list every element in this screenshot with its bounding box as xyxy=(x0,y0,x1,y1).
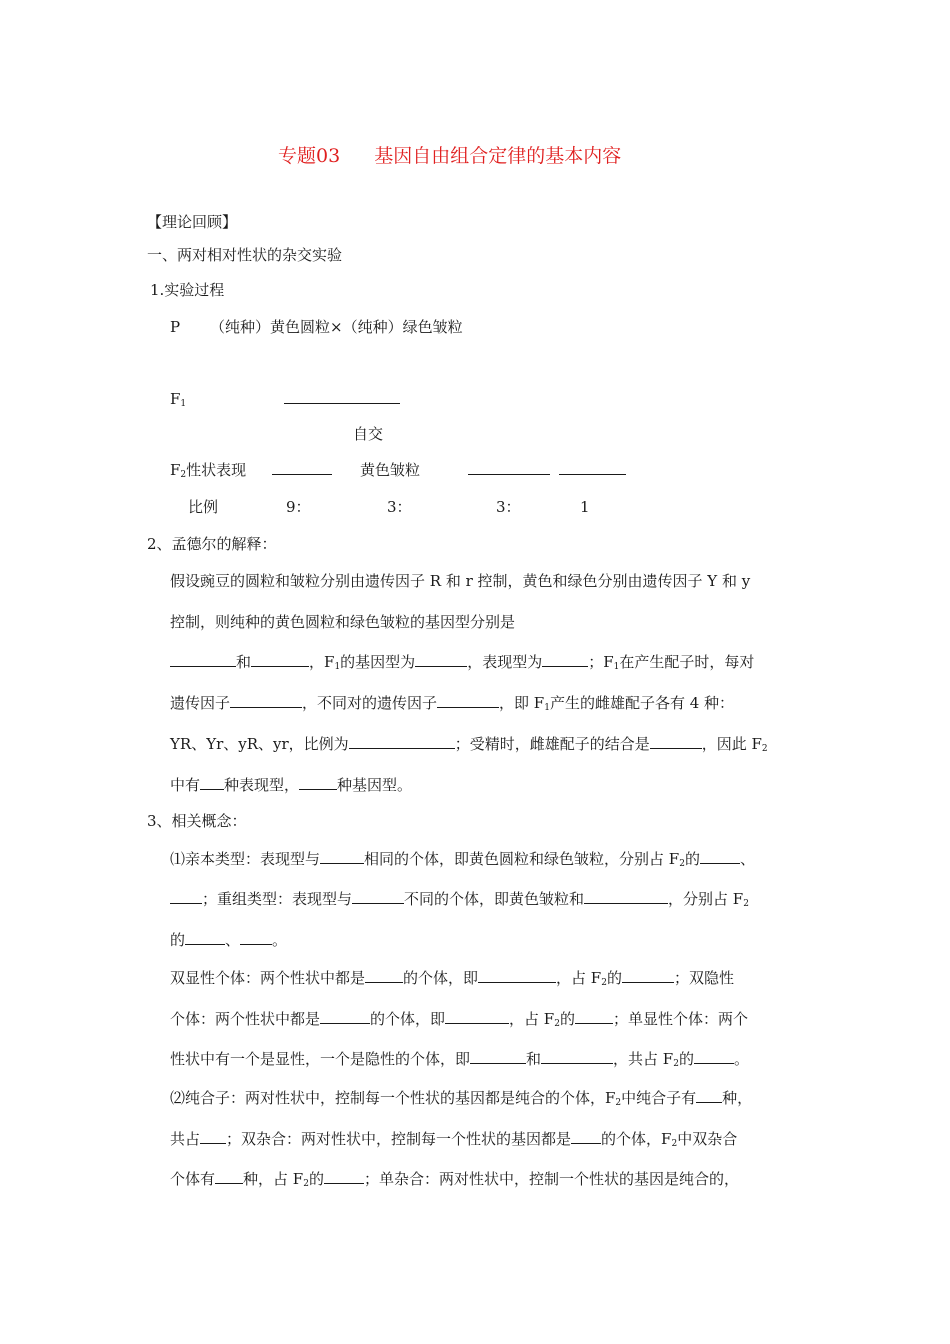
answer-blank[interactable] xyxy=(696,1088,722,1103)
section-header: 【理论回顾】 xyxy=(147,213,238,231)
title-main: 基因自由组合定律的基本内容 xyxy=(374,145,622,167)
answer-blank[interactable] xyxy=(584,889,668,904)
p-cross: （纯种）黄色圆粒×（纯种）绿色皱粒 xyxy=(210,318,463,336)
answer-blank[interactable] xyxy=(541,1049,613,1064)
answer-blank[interactable] xyxy=(320,1009,370,1024)
ratio-value: 1 xyxy=(580,498,590,516)
answer-blank[interactable] xyxy=(365,968,403,983)
text-line: ⑴亲本类型：表现型与 相同的个体，即黄色圆粒和绿色皱粒，分别占 $F_2$的 、 xyxy=(170,850,755,869)
text-line: 性状中有一个是显性，一个是隐性的个体，即 和 ，共占 $F_2$的 。 xyxy=(170,1050,749,1069)
answer-blank[interactable] xyxy=(478,968,556,983)
answer-blank[interactable] xyxy=(352,889,404,904)
answer-blank[interactable] xyxy=(240,930,272,945)
text-line: 的 、 。 xyxy=(170,931,288,949)
part3-heading: 3、相关概念： xyxy=(147,812,247,830)
f1-label: $F_1$ xyxy=(170,390,187,409)
text-line: ⑵纯合子：两对性状中，控制每一个性状的基因都是纯合的个体，$F_2$中纯合子有 种， xyxy=(170,1089,753,1108)
text-line: YR、Yr、yR、yr，比例为 ；受精时，雌雄配子的结合是 ，因此 $F_2$ xyxy=(170,735,768,754)
answer-blank[interactable] xyxy=(700,849,740,864)
part2-heading: 2、孟德尔的解释： xyxy=(147,535,277,553)
answer-blank[interactable] xyxy=(170,652,236,667)
answer-blank[interactable] xyxy=(437,693,499,708)
answer-blank[interactable] xyxy=(650,734,702,749)
answer-blank[interactable] xyxy=(575,1009,613,1024)
f2-yellow-wrinkled: 黄色皱粒 xyxy=(360,461,421,479)
ratio-value: 9： xyxy=(286,498,311,516)
answer-blank[interactable] xyxy=(320,849,364,864)
answer-blank[interactable] xyxy=(215,1169,243,1184)
ratio-label: 比例 xyxy=(188,498,219,516)
f2-blank-1[interactable] xyxy=(272,460,332,480)
text-line: 假设豌豆的圆粒和皱粒分别由遗传因子 R 和 r 控制，黄色和绿色分别由遗传因子 Y 和 y xyxy=(170,572,751,590)
page-title xyxy=(278,146,621,166)
text-line: ；重组类型：表现型与 不同的个体，即黄色皱粒和 ，分别占 $F_2$ xyxy=(170,889,749,909)
answer-blank[interactable] xyxy=(542,652,588,667)
text-line: 和 ，$F_1$的基因型为 ，表现型为 ；$F_1$在产生配子时，每对 xyxy=(170,652,754,672)
ratio-value: 3： xyxy=(496,498,521,516)
f2-label: $F_2$性状表现 xyxy=(170,461,247,480)
f2-blank-2[interactable] xyxy=(468,460,550,480)
selfing-label: 自交 xyxy=(353,425,384,443)
answer-blank[interactable] xyxy=(299,775,337,790)
answer-blank[interactable] xyxy=(694,1049,734,1064)
part1-heading: 一、两对相对性状的杂交实验 xyxy=(147,246,343,264)
answer-blank[interactable] xyxy=(170,889,202,904)
part1-sub1: 1.实验过程 xyxy=(150,281,225,299)
answer-blank[interactable] xyxy=(200,775,224,790)
text-line: 双显性个体：两个性状中都是 的个体，即 ，占 $F_2$的 ；双隐性 xyxy=(170,969,734,988)
answer-blank[interactable] xyxy=(200,1129,226,1144)
answer-blank[interactable] xyxy=(251,652,309,667)
f1-answer-blank[interactable] xyxy=(284,389,400,409)
text-line: 控制，则纯种的黄色圆粒和绿色皱粒的基因型分别是 xyxy=(170,613,516,631)
answer-blank[interactable] xyxy=(324,1169,364,1184)
answer-blank[interactable] xyxy=(622,968,674,983)
text-line: 个体：两个性状中都是 的个体，即 ，占 $F_2$的 ；单显性个体：两个 xyxy=(170,1010,748,1029)
answer-blank[interactable] xyxy=(571,1129,601,1144)
text-line: 共占 ；双杂合：两对性状中，控制每一个性状的基因都是 的个体，$F_2$中双杂合 xyxy=(170,1130,738,1149)
answer-blank[interactable] xyxy=(445,1009,509,1024)
answer-blank[interactable] xyxy=(415,652,467,667)
answer-blank[interactable] xyxy=(470,1049,526,1064)
text-line: 中有 种表现型， 种基因型。 xyxy=(170,776,413,794)
answer-blank[interactable] xyxy=(230,693,302,708)
p-label: P xyxy=(170,318,181,336)
f2-blank-3[interactable] xyxy=(559,460,626,480)
answer-blank[interactable] xyxy=(349,734,455,749)
text-line: 个体有 种，占 $F_2$的 ；单杂合：两对性状中，控制一个性状的基因是纯合的， xyxy=(170,1170,739,1189)
answer-blank[interactable] xyxy=(185,930,225,945)
text-line: 遗传因子 ，不同对的遗传因子 ，即 $F_1$产生的雌雄配子各有 4 种： xyxy=(170,694,735,713)
ratio-value: 3： xyxy=(387,498,412,516)
title-prefix: 专题03 xyxy=(278,145,341,167)
